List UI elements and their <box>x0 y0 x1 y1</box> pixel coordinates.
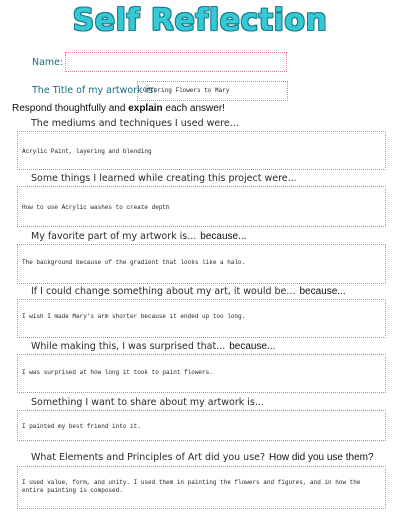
answer-text: The background because of the gradient that looks like a halo. <box>22 259 246 266</box>
question-1 <box>31 118 239 129</box>
question-4 <box>31 286 346 297</box>
answer-text: I was surprised at how long it took to paint flowers. <box>22 369 213 376</box>
answer-box-1[interactable] <box>17 131 386 170</box>
question-2 <box>31 173 297 184</box>
question-prompt: My favorite part of my artwork is... <box>31 231 197 242</box>
question-3 <box>31 231 246 242</box>
question-prompt: Something I want to share about my artwork is... <box>31 397 264 408</box>
artwork-title-value: Offering Flowers to Mary <box>143 87 230 94</box>
instructions <box>12 103 225 114</box>
question-prompt: The mediums and techniques I used were... <box>31 118 239 129</box>
question-6 <box>31 397 264 408</box>
answer-box-2[interactable] <box>17 186 386 227</box>
instruction-text-1: Respond thoughtfully and <box>12 103 129 114</box>
question-7 <box>31 452 374 463</box>
question-prompt: If I could change something about my art, it would be... <box>31 286 296 297</box>
answer-text: I used value, form, and unity. I used them in painting the flowers and figures, and in how the entire painting is composed. <box>22 479 361 494</box>
answer-box-5[interactable] <box>17 354 386 393</box>
answer-text: I wish I made Mary's arm shorter because it ended up too long. <box>22 313 246 320</box>
instruction-text-2: each answer! <box>162 103 225 114</box>
instruction-bold: explain <box>128 103 163 114</box>
question-extra: How did you use them? <box>269 452 374 463</box>
question-extra: because... <box>299 286 346 297</box>
answer-text: How to use Acrylic washes to create depth <box>22 204 170 211</box>
question-extra: because... <box>200 231 247 242</box>
name-label: Name: <box>32 57 64 68</box>
page-title: Self Reflection <box>72 3 328 38</box>
artwork-title-label: The Title of my artwork is: <box>32 85 157 96</box>
answer-box-6[interactable] <box>17 410 386 441</box>
question-prompt: Some things I learned while creating this project were... <box>31 173 297 184</box>
answer-text: I painted my best friend into it. <box>22 423 141 430</box>
question-5 <box>31 341 275 352</box>
question-prompt: While making this, I was surprised that... <box>31 341 226 352</box>
answer-box-7[interactable] <box>17 466 386 509</box>
question-prompt: What Elements and Principles of Art did you use? <box>31 452 266 463</box>
answer-text: Acrylic Paint, layering and blending <box>22 148 152 155</box>
answer-box-3[interactable] <box>17 244 386 284</box>
answer-box-4[interactable] <box>17 299 386 338</box>
name-field[interactable] <box>65 52 287 72</box>
question-extra: because... <box>229 341 276 352</box>
